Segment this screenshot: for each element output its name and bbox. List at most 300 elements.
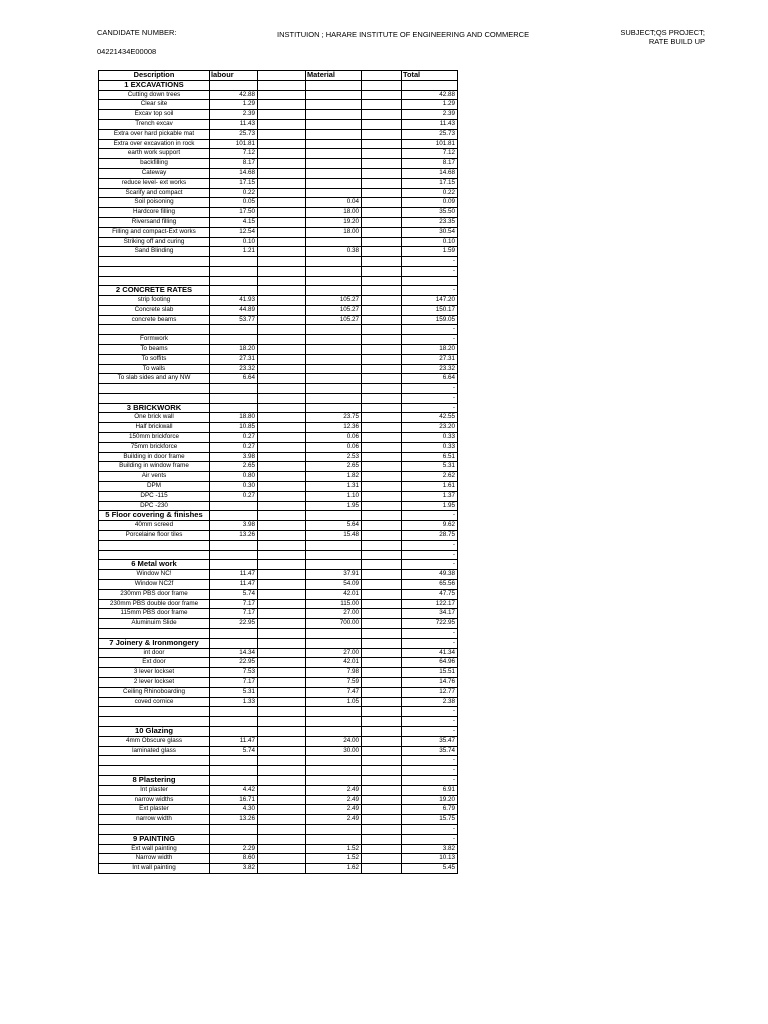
total-cell: 23.35 [402,217,458,227]
blank-cell [258,511,306,521]
blank-cell [258,227,306,237]
blank-cell [258,717,306,727]
blank-cell [258,834,306,844]
material-cell [306,257,362,267]
labour-cell [210,403,258,413]
labour-cell: 14.68 [210,168,258,178]
labour-cell: 13.26 [210,531,258,541]
table-row [99,384,458,394]
material-cell [306,766,362,776]
labour-cell: 8.17 [210,159,258,169]
blank-cell [258,119,306,129]
blank-cell [362,717,402,727]
description-cell: laminated glass [99,746,210,756]
labour-cell: 41.93 [210,295,258,305]
description-cell: Soil poisoning [99,198,210,208]
description-cell [99,756,210,766]
blank-cell [258,844,306,854]
blank-cell [362,433,402,443]
table-row [99,100,458,110]
material-cell: 7.47 [306,687,362,697]
description-cell: Concrete slab [99,305,210,315]
labour-cell: 0.05 [210,198,258,208]
blank-cell [362,648,402,658]
blank-cell [362,266,402,276]
blank-cell [258,540,306,550]
description-cell: Building in window frame [99,462,210,472]
blank-cell [362,678,402,688]
blank-cell [362,854,402,864]
table-row [99,668,458,678]
description-cell: DPM [99,482,210,492]
material-cell [306,629,362,639]
material-cell: 27.00 [306,609,362,619]
labour-cell: 7.53 [210,668,258,678]
description-cell: 2 lever lockset [99,678,210,688]
total-cell: 150.17 [402,305,458,315]
blank-cell [362,208,402,218]
material-cell [306,119,362,129]
blank-cell [258,295,306,305]
labour-cell: 42.88 [210,90,258,100]
blank-cell [362,217,402,227]
total-cell: 35.47 [402,736,458,746]
table-row [99,815,458,825]
total-cell: 2.39 [402,110,458,120]
blank-cell [362,168,402,178]
material-cell [306,90,362,100]
labour-cell: 11.47 [210,736,258,746]
table-row [99,736,458,746]
blank-cell [258,325,306,335]
blank-cell [258,266,306,276]
blank-cell [258,198,306,208]
blank-cell [258,178,306,188]
description-cell: earth work support [99,149,210,159]
labour-cell: 4.30 [210,805,258,815]
blank-cell [362,237,402,247]
description-cell: 230mm PBS door frame [99,589,210,599]
column-header-material: Material [306,71,362,81]
labour-cell: 7.17 [210,678,258,688]
description-cell: Int wall painting [99,864,210,874]
blank-cell [362,824,402,834]
blank-cell [258,149,306,159]
description-cell: To walls [99,364,210,374]
description-cell: strip footing [99,295,210,305]
labour-cell [210,540,258,550]
blank-cell [362,746,402,756]
labour-cell [210,286,258,296]
labour-cell [210,629,258,639]
total-cell: 159.05 [402,315,458,325]
description-cell: 3 lever lockset [99,668,210,678]
total-cell: 122.17 [402,599,458,609]
section-heading-row [99,560,458,570]
labour-cell: 7.17 [210,609,258,619]
material-cell [306,511,362,521]
blank-cell [362,276,402,285]
blank-cell [362,726,402,736]
blank-cell [258,188,306,198]
table-header-row [99,71,458,81]
table-row [99,452,458,462]
blank-cell [362,756,402,766]
blank-cell [258,775,306,785]
description-cell [99,276,210,285]
blank-cell [362,550,402,560]
labour-cell: 4.15 [210,217,258,227]
table-row [99,501,458,511]
blank-cell [258,570,306,580]
total-cell: - [402,325,458,335]
labour-cell [210,834,258,844]
description-cell: Formwork [99,335,210,345]
description-cell: Extra over hard pickable mat [99,129,210,139]
description-cell [99,629,210,639]
labour-cell: 17.50 [210,208,258,218]
total-cell: 23.20 [402,423,458,433]
table-row [99,599,458,609]
material-cell [306,707,362,717]
blank-cell [258,638,306,648]
section-heading-row [99,80,458,90]
labour-cell: 23.32 [210,364,258,374]
material-cell: 23.75 [306,413,362,423]
total-cell: 6.79 [402,805,458,815]
blank-cell [362,491,402,501]
labour-cell: 17.15 [210,178,258,188]
blank-cell [258,315,306,325]
description-cell [99,257,210,267]
material-cell [306,726,362,736]
blank-cell [362,364,402,374]
blank-cell [362,589,402,599]
description-cell: Ext door [99,658,210,668]
total-cell: 0.22 [402,188,458,198]
table-row [99,305,458,315]
total-cell: 35.50 [402,208,458,218]
blank-cell [258,726,306,736]
blank-cell [362,521,402,531]
total-cell: - [402,257,458,267]
material-cell: 2.49 [306,805,362,815]
blank-cell [362,198,402,208]
blank-cell [258,756,306,766]
material-cell: 1.05 [306,697,362,707]
material-cell [306,335,362,345]
blank-cell [258,609,306,619]
blank-cell [362,354,402,364]
material-cell [306,276,362,285]
blank-cell [258,668,306,678]
description-cell: Trench excav [99,119,210,129]
total-cell: 11.43 [402,119,458,129]
blank-cell [258,521,306,531]
table-row [99,237,458,247]
material-cell: 1.95 [306,501,362,511]
labour-cell: 14.34 [210,648,258,658]
total-cell: - [402,766,458,776]
total-cell: 14.68 [402,168,458,178]
labour-cell [210,707,258,717]
material-cell [306,325,362,335]
material-cell [306,237,362,247]
institution-heading: INSTITUION ; HARARE INSTITUTE OF ENGINEERING AND COMMERCE [277,30,530,39]
blank-cell [362,707,402,717]
description-cell: Building in door frame [99,452,210,462]
total-cell: 47.75 [402,589,458,599]
material-cell [306,344,362,354]
total-cell: - [402,550,458,560]
blank-cell [362,697,402,707]
material-cell: 15.48 [306,531,362,541]
labour-cell [210,717,258,727]
table-row [99,472,458,482]
total-cell: 7.12 [402,149,458,159]
table-row [99,149,458,159]
description-cell: int door [99,648,210,658]
labour-cell [210,560,258,570]
total-cell: 5.31 [402,462,458,472]
labour-cell: 0.30 [210,482,258,492]
labour-cell: 10.85 [210,423,258,433]
subject-heading [620,28,705,46]
table-row [99,658,458,668]
material-cell: 1.62 [306,864,362,874]
labour-cell: 0.80 [210,472,258,482]
table-row [99,354,458,364]
material-cell: 42.01 [306,658,362,668]
labour-cell: 25.73 [210,129,258,139]
blank-cell [258,736,306,746]
table-row [99,805,458,815]
material-cell [306,384,362,394]
table-row [99,648,458,658]
blank-cell [258,442,306,452]
labour-cell: 5.74 [210,589,258,599]
description-cell [99,824,210,834]
description-cell: 1 EXCAVATIONS [99,80,210,90]
description-cell: Clear site [99,100,210,110]
material-cell: 24.00 [306,736,362,746]
table-row [99,364,458,374]
total-cell: 6.51 [402,452,458,462]
material-cell [306,756,362,766]
material-cell [306,393,362,403]
blank-cell [258,707,306,717]
description-cell: DPC -230 [99,501,210,511]
blank-cell [362,178,402,188]
description-cell: Air vents [99,472,210,482]
material-cell [306,540,362,550]
blank-cell [258,393,306,403]
labour-cell [210,756,258,766]
total-cell: - [402,266,458,276]
material-cell: 54.09 [306,580,362,590]
section-heading-row [99,286,458,296]
description-cell [99,325,210,335]
material-cell [306,354,362,364]
description-cell: Porcelaine floor tiles [99,531,210,541]
blank-cell [258,384,306,394]
total-cell: 18.20 [402,344,458,354]
total-cell: 6.91 [402,785,458,795]
section-heading-row [99,834,458,844]
table-row [99,247,458,257]
total-cell: 0.10 [402,237,458,247]
material-cell [306,374,362,384]
table-row [99,295,458,305]
total-cell: 25.73 [402,129,458,139]
column-header-labour: labour [210,71,258,81]
labour-cell: 22.95 [210,619,258,629]
blank-cell [362,864,402,874]
blank-cell [362,149,402,159]
blank-cell [362,775,402,785]
total-cell: - [402,726,458,736]
description-cell: Excav top soil [99,110,210,120]
labour-cell: 1.21 [210,247,258,257]
material-cell [306,178,362,188]
blank-cell [362,119,402,129]
blank-cell [362,247,402,257]
total-cell: - [402,707,458,717]
blank-cell [258,785,306,795]
blank-cell [362,785,402,795]
blank-cell [362,315,402,325]
description-cell: 2 CONCRETE RATES [99,286,210,296]
description-cell: Cateway [99,168,210,178]
material-cell: 18.00 [306,227,362,237]
blank-cell [258,687,306,697]
table-row [99,717,458,727]
table-row [99,257,458,267]
blank-cell [362,344,402,354]
blank-cell [258,374,306,384]
table-row [99,531,458,541]
blank-cell [362,540,402,550]
total-cell: 6.64 [402,374,458,384]
material-cell [306,824,362,834]
material-cell: 30.00 [306,746,362,756]
table-row [99,423,458,433]
table-row [99,442,458,452]
description-cell: DPC -115 [99,491,210,501]
blank-cell [258,335,306,345]
section-heading-row [99,511,458,521]
blank-cell [362,834,402,844]
subject-line: SUBJECT;QS PROJECT; [620,28,705,37]
labour-cell [210,266,258,276]
total-cell: 5.45 [402,864,458,874]
blank-cell [258,129,306,139]
total-cell: 15.51 [402,668,458,678]
blank-cell [258,247,306,257]
blank-cell [362,110,402,120]
description-cell: Sand Blinding [99,247,210,257]
total-cell: - [402,393,458,403]
table-row [99,198,458,208]
blank-cell [258,531,306,541]
blank-cell [258,354,306,364]
description-cell: Narrow width [99,854,210,864]
blank-cell [258,344,306,354]
table-row [99,266,458,276]
blank-cell [258,766,306,776]
blank-cell [258,403,306,413]
description-cell: To beams [99,344,210,354]
total-cell: 17.15 [402,178,458,188]
total-cell: - [402,403,458,413]
labour-cell: 12.54 [210,227,258,237]
table-row [99,462,458,472]
labour-cell [210,766,258,776]
total-cell: 0.33 [402,442,458,452]
blank-cell [258,580,306,590]
material-cell [306,168,362,178]
labour-cell [210,501,258,511]
column-header-blank [258,71,306,81]
material-cell: 18.00 [306,208,362,218]
blank-cell [258,90,306,100]
description-cell [99,550,210,560]
labour-cell: 18.20 [210,344,258,354]
blank-cell [362,384,402,394]
blank-cell [258,208,306,218]
description-cell: Window NC2f [99,580,210,590]
table-row [99,335,458,345]
blank-cell [258,110,306,120]
description-cell: One brick wall [99,413,210,423]
description-cell: Int plaster [99,785,210,795]
total-cell: 42.88 [402,90,458,100]
blank-cell [258,658,306,668]
blank-cell [362,795,402,805]
labour-cell: 5.74 [210,746,258,756]
labour-cell [210,325,258,335]
blank-cell [258,100,306,110]
total-cell: 14.76 [402,678,458,688]
total-cell: - [402,560,458,570]
material-cell [306,638,362,648]
total-cell: 1.61 [402,482,458,492]
table-row [99,795,458,805]
blank-cell [258,286,306,296]
total-cell: - [402,540,458,550]
labour-cell: 2.65 [210,462,258,472]
table-row [99,687,458,697]
total-cell: 1.37 [402,491,458,501]
labour-cell: 6.64 [210,374,258,384]
table-body [99,71,458,874]
material-cell: 19.20 [306,217,362,227]
blank-cell [258,139,306,149]
material-cell: 1.82 [306,472,362,482]
material-cell: 1.52 [306,854,362,864]
table-row [99,824,458,834]
column-header-description: Description [99,71,210,81]
blank-cell [258,678,306,688]
blank-cell [258,237,306,247]
blank-cell [362,501,402,511]
description-cell: 230mm PBS double door frame [99,599,210,609]
blank-cell [362,335,402,345]
table-row [99,393,458,403]
total-cell: 1.29 [402,100,458,110]
material-cell: 7.98 [306,668,362,678]
blank-cell [258,423,306,433]
